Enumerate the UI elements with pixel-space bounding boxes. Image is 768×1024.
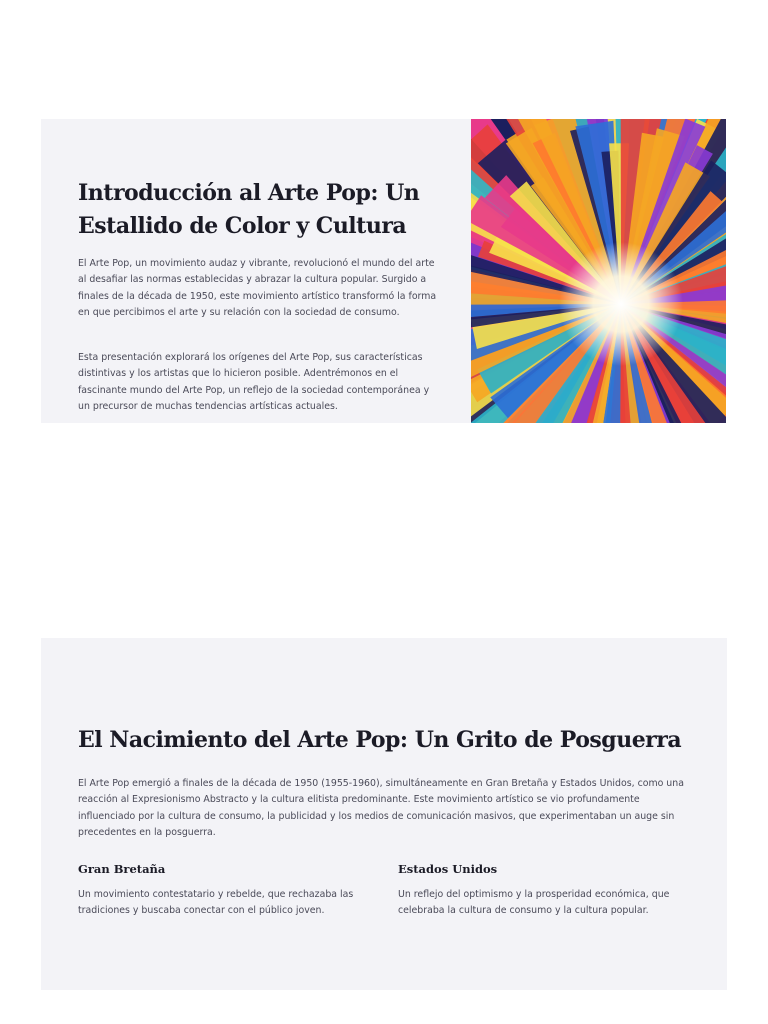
intro-paragraph: El Arte Pop, un movimiento audaz y vibrante, revolucionó el mundo del arte al desafiar las normas establecidas y abrazar la cultura popular. Surgido a finales de la década de 1950, este movimiento artístico transformó la forma en que percibimos el arte y su relación con la sociedad de consumo. xyxy=(78,258,437,319)
slide-introduction xyxy=(41,119,726,423)
slide-title: Introducción al Arte Pop: Un Estallido de Color y Cultura xyxy=(78,180,420,239)
slide-title: El Nacimiento del Arte Pop: Un Grito de Posguerra xyxy=(78,727,682,753)
column-title: Gran Bretaña xyxy=(78,862,166,876)
column-gran-bretana xyxy=(78,862,368,920)
slide-birth-of-pop-art xyxy=(41,638,727,990)
column-text: Un reflejo del optimismo y la prosperidad económica, que celebraba la cultura de consumo y la cultura popular. xyxy=(398,889,670,917)
history-paragraph: El Arte Pop emergió a finales de la década de 1950 (1955-1960), simultáneamente en Gran Bretaña y Estados Unidos, como una reacción al Expresionismo Abstracto y la cultura elitista predominante. Este movimiento artístico se vio profundamente influenciado por la cultura de consumo, la publicidad y los medios de comunicación masivos, que experimentaban un auge sin precedentes en la posguerra. xyxy=(78,778,684,839)
column-estados-unidos xyxy=(398,862,688,920)
color-burst-image xyxy=(471,119,726,423)
column-text: Un movimiento contestatario y rebelde, que rechazaba las tradiciones y buscaba conectar con el público joven. xyxy=(78,889,354,917)
overview-paragraph: Esta presentación explorará los orígenes del Arte Pop, sus características distintivas y los artistas que lo hicieron posible. Adentrémonos en el fascinante mundo del Arte Pop, un reflejo de la sociedad contemporánea y un precursor de muchas tendencias artísticas actuales. xyxy=(78,352,430,413)
column-title: Estados Unidos xyxy=(398,862,498,876)
